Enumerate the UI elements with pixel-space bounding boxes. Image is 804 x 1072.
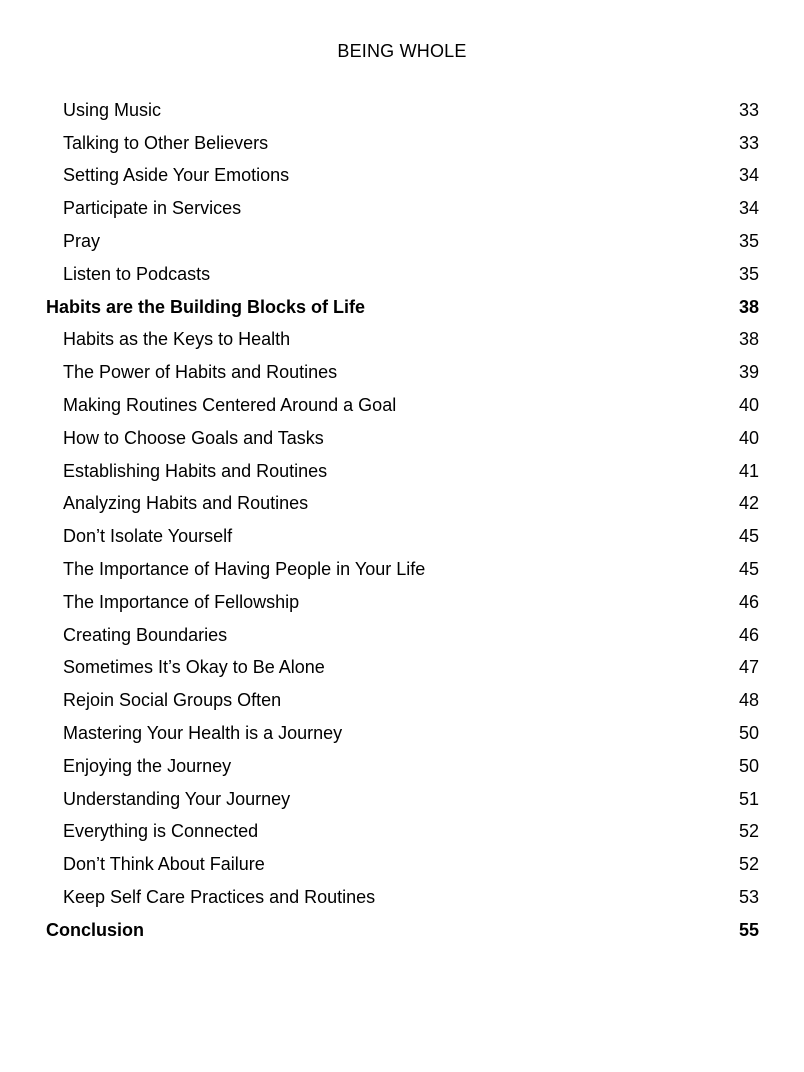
toc-section-entry <box>46 127 759 160</box>
toc-entry-page-number: 48 <box>738 690 759 711</box>
toc-entry-page-number: 40 <box>738 427 759 448</box>
toc-chapter-entry <box>46 914 759 947</box>
toc-entry-page-number: 46 <box>738 591 759 612</box>
toc-entry-title: Don’t Think About Failure <box>63 854 265 875</box>
toc-entry-title: Pray <box>63 231 101 252</box>
toc-entry-page-number: 45 <box>738 559 759 580</box>
toc-section-entry <box>46 389 759 422</box>
toc-section-entry <box>46 520 759 553</box>
toc-section-entry <box>46 816 759 849</box>
toc-entry-page-number: 45 <box>738 526 759 547</box>
toc-entry-title: How to Choose Goals and Tasks <box>63 427 324 448</box>
toc-entry-page-number: 47 <box>738 657 759 678</box>
toc-section-entry <box>46 881 759 914</box>
toc-entry-title: Creating Boundaries <box>63 624 228 645</box>
toc-entry-title: Listen to Podcasts <box>63 263 211 284</box>
toc-entry-page-number: 39 <box>738 362 759 383</box>
toc-entry-title: Using Music <box>63 99 162 120</box>
toc-section-entry <box>46 619 759 652</box>
toc-entry-page-number: 52 <box>738 821 759 842</box>
toc-entry-title: Sometimes It’s Okay to Be Alone <box>63 657 325 678</box>
toc-section-entry <box>46 160 759 193</box>
toc-entry-title: Rejoin Social Groups Often <box>63 690 282 711</box>
toc-section-entry <box>46 652 759 685</box>
toc-entry-title: Setting Aside Your Emotions <box>63 165 290 186</box>
toc-entry-title: Mastering Your Health is a Journey <box>63 723 343 744</box>
toc-entry-title: Talking to Other Believers <box>63 132 269 153</box>
toc-entry-title: Establishing Habits and Routines <box>63 460 328 481</box>
toc-entry-title: Habits as the Keys to Health <box>63 329 291 350</box>
toc-section-entry <box>46 192 759 225</box>
toc-section-entry <box>46 553 759 586</box>
toc-section-entry <box>46 324 759 357</box>
toc-section-entry <box>46 455 759 488</box>
toc-section-entry <box>46 783 759 816</box>
toc-entry-title: Everything is Connected <box>63 821 259 842</box>
toc-entry-page-number: 42 <box>738 493 759 514</box>
toc-entry-page-number: 52 <box>738 854 759 875</box>
toc-entry-title: The Importance of Having People in Your Life <box>63 559 426 580</box>
toc-entry-page-number: 51 <box>738 788 759 809</box>
toc-entry-title: Understanding Your Journey <box>63 788 291 809</box>
toc-entry-page-number: 34 <box>738 165 759 186</box>
toc-section-entry <box>46 258 759 291</box>
toc-entry-title: The Importance of Fellowship <box>63 591 300 612</box>
toc-entry-page-number: 35 <box>738 263 759 284</box>
toc-entry-title: Habits are the Building Blocks of Life <box>46 296 366 317</box>
toc-section-entry <box>46 848 759 881</box>
toc-entry-page-number: 33 <box>738 99 759 120</box>
toc-section-entry <box>46 750 759 783</box>
toc-entry-title: Keep Self Care Practices and Routines <box>63 887 376 908</box>
toc-entry-page-number: 34 <box>738 198 759 219</box>
toc-entry-page-number: 50 <box>738 723 759 744</box>
toc-entry-page-number: 55 <box>738 919 759 940</box>
toc-section-entry <box>46 356 759 389</box>
toc-section-entry <box>46 225 759 258</box>
toc-entry-page-number: 40 <box>738 395 759 416</box>
toc-entry-page-number: 53 <box>738 887 759 908</box>
toc-entry-title: Conclusion <box>46 919 144 940</box>
toc-section-entry <box>46 684 759 717</box>
toc-entry-page-number: 41 <box>738 460 759 481</box>
toc-entry-title: Participate in Services <box>63 198 242 219</box>
table-of-contents <box>46 94 759 947</box>
toc-entry-title: Don’t Isolate Yourself <box>63 526 233 547</box>
toc-entry-page-number: 38 <box>738 296 759 317</box>
toc-entry-page-number: 38 <box>738 329 759 350</box>
toc-entry-page-number: 50 <box>738 755 759 776</box>
toc-section-entry <box>46 717 759 750</box>
toc-entry-title: Analyzing Habits and Routines <box>63 493 309 514</box>
toc-entry-title: Making Routines Centered Around a Goal <box>63 395 397 416</box>
toc-section-entry <box>46 586 759 619</box>
toc-section-entry <box>46 422 759 455</box>
toc-section-entry <box>46 94 759 127</box>
toc-chapter-entry <box>46 291 759 324</box>
toc-entry-title: Enjoying the Journey <box>63 755 232 776</box>
toc-entry-page-number: 33 <box>738 132 759 153</box>
toc-entry-page-number: 35 <box>738 231 759 252</box>
toc-entry-page-number: 46 <box>738 624 759 645</box>
toc-section-entry <box>46 488 759 521</box>
toc-entry-title: The Power of Habits and Routines <box>63 362 338 383</box>
page-header-title: BEING WHOLE <box>337 41 467 61</box>
